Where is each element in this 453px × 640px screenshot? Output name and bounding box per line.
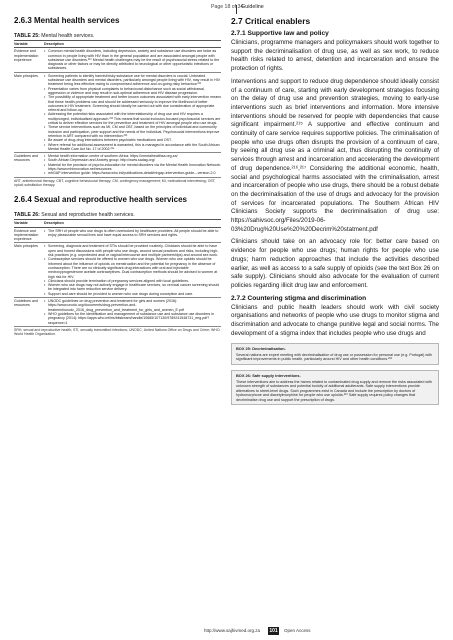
page-footer <box>14 627 439 636</box>
row-variable: Guidelines and resources <box>14 298 44 327</box>
table-25 <box>14 40 221 178</box>
row-description <box>44 298 221 327</box>
row-variable: Guidelines and resources <box>14 153 44 177</box>
bullet-item: • Where referral for additional assessment is warranted, this is managed in accordance with the South African Mental Health Care Act No. 17 of 2002.²¹⁴ <box>44 143 221 152</box>
bullet-item: • Presentation varies from physical complaints to behavioural disturbance such as social withdrawal, aggression or violence and may result in sub-optimal adherence and HIV disease progression. <box>44 87 221 96</box>
bullet-item: • Screening, diagnosis and treatment of STIs should be provided routinely. Clinicians should be able to have open and honest discussions with people who use drugs, around sexual practices and risks, including high-risk practices (e.g. unprotected anal or vaginal intercourse and multiple partnerships) and around sex work. <box>44 244 221 257</box>
bullet-item: • Support and care should be provided to women who use drugs during conception and care. <box>44 292 221 296</box>
bullet-item: • The possibility of appropriate treatment and better known outcomes associated with early intervention means that these health problems can and should be addressed seriously to improve the likelihood of better outcomes in HIV treatment. Screening should ideally be carried out with due consideration of appropriate referral and follow-up. <box>44 95 221 112</box>
table-row <box>14 48 221 72</box>
table-26-caption: TABLE 26: Sexual and reproductive health services. <box>14 212 135 219</box>
table-row <box>14 243 221 298</box>
section-title-critical-enablers: 2.7 Critical enablers <box>231 16 311 26</box>
subsection-title-law-policy: 2.7.1 Supportive law and policy <box>231 30 329 37</box>
table-header-variable: Variable <box>14 41 44 48</box>
section-label: Guideline <box>241 4 264 10</box>
bullet-list <box>44 299 221 325</box>
bullet-item: • Contraceptive services should be offered to women who use drugs. Women who use opioids should be informed about the influence of opioids on menstruation and the potential for pregnancy in the absence of contraception. There are no clinically significant drug interactions with oral and injectable medroxyprogesterone acetate contraceptives. Dual contraception methods should be advised to women at high risk for HIV. <box>44 257 221 278</box>
bullet-item: • UNODC guidelines on drug prevention and treatment for girls and women (2016): https://www.unodc.org/documents/drug-prevention-and-treatment/unodc_2016_drug_prevention_and_treatment_for_girls_and_women_E.pdf <box>44 299 221 312</box>
bullet-item: • Mental health information centre of southern Africa: https://mentalhealthsa.org.za/ <box>44 154 221 158</box>
bullet-list <box>44 244 221 296</box>
bullet-item: • Be aware of drug-drug interactions between psychiatric medications and OST. <box>44 138 221 142</box>
box-25 <box>231 343 439 365</box>
row-variable: Main principles <box>14 72 44 152</box>
table-header-description: Description <box>44 220 221 227</box>
subsection-title-stigma: 2.7.2 Countering stigma and discrimination <box>231 294 367 302</box>
table-25-caption: TABLE 25: Mental health services. <box>14 33 95 39</box>
paragraph: Clinicians should take on an advocacy role for: better care based on evidence for people who use drugs; human rights for people who use drugs; harm reduction approaches that include the activities described earlier, as well as access to a safe supply of opioids (see the text Box 26 on safe supply). Clinicians should also advocate for the evaluation of current policies regarding illicit drug law and enforcement. <box>231 238 439 289</box>
section-title-mental-health: 2.6.3 Mental health services <box>14 16 120 25</box>
box-body: These interventions aim to address the harms related to contaminated drug supply and remove the risks associated with unknown strength of substances and potential toxicity of additional adulterants. Safe supply interventions provide alternatives to street-level drugs. Such programmes exist in Canada and include the prescription by doctors of hydromorphone and diacetylmorphine for people who use opioids.²¹⁹ Safe supply requires policy changes that decriminalise drug use and support the prescription of drugs. <box>236 379 432 402</box>
bullet-item: • Women who use drugs may not actively engage in healthcare services, so cervical cancer screening should be integrated into harm reduction service delivery. <box>44 283 221 292</box>
table-row <box>14 298 221 327</box>
bullet-list <box>44 74 221 151</box>
bullet-list <box>44 49 221 70</box>
paragraph: Interventions and support to reduce drug dependence should ideally consist of a continuum of care, starting with early development strategies focusing on the delay of drug use and prevention strategies, moving to early-use interventions such as brief interventions and information. More intensive interventions should be reserved for people with dependencies that cause significant impairment.²¹⁵ A supportive and effective continuum and continuity of care service requires supportive policies. The criminalisation of people who use drugs often disrupts the provision of a continuum of care, by seeing all drug use as a criminal act, thus disrupting the continuity of services through arrest and incarceration and accelerating the development of drug dependence.²¹⁶,²¹⁷ Considering the additional economic, health, social and psychological harms associated with the criminalisation, arrest and incarceration of people who use drugs, there should be a robust debate on the decriminalisation of the use of drugs and advocacy for the provision of services for incarcerated populations. The Southern African HIV Clinicians Society supports the decriminalisation of drug use: https://sahivsoc.org/Files/2019-06-03%20Drug%20Use%20%20Decrim%20statment.pdf <box>231 77 439 233</box>
section-title-srh: 2.6.4 Sexual and reproductive health services <box>14 195 187 205</box>
bullet-item: • Common mental health disorders, including depression, anxiety and substance use disorders are twice as common in people living with HIV than in the general population and are associated amongst people with substance use disorders.²¹⁰ Mental health challenges may be the result of psychosocial stress related to the diagnosis or other factors or may be directly attributed to neurological or other opportunistic infections or substances. <box>44 49 221 70</box>
paragraph: Clinicians, programme managers and policymakers should work together to support the decriminalisation of drug use, as well as sex work, to reduce health risks related to arrest, detention and incarceration and ensure the protection of rights. <box>231 39 439 73</box>
bullet-item: • WHO guidelines for the identification and management of substance use and substance use disorders in pregnancy (2014): https://apps.who.int/iris/bitstream/handle/10665/107130/9789241548731_eng.pdf?sequence=1 <box>44 312 221 325</box>
box-title: BOX 25: Decriminalisation. <box>236 345 286 351</box>
row-variable: Main principles <box>14 243 44 298</box>
left-column <box>14 16 221 345</box>
open-access-label: Open Access <box>284 628 311 633</box>
page-label: Page 18 of 34 <box>211 4 244 10</box>
row-description <box>44 153 221 177</box>
table-26 <box>14 219 221 327</box>
page-header <box>14 4 439 16</box>
bullet-item: • Material for the provision of psycho-education for mental disorders via the Mental Health Innovation Network: https://www.mhinnovation.net/resources <box>44 163 221 172</box>
bullet-item: • The SRH of people who use drugs is often overlooked by healthcare providers. All people should be able to enjoy pleasurable sexual lives and have equal access to SRH services and rights. <box>44 229 221 238</box>
right-column <box>231 16 439 410</box>
bullet-list <box>44 229 221 238</box>
row-variable: Evidence and implementation experience <box>14 48 44 72</box>
bullet-item: • Addressing the potential risks associated with the interrelationship of drug use and HIV requires a multipronged, individualised approach.²¹² This means that social inclusion-focused psychosocial services are critical to deliver effective services for the prevention and treatment of HIV amongst people who use drugs. <box>44 112 221 125</box>
box-26 <box>231 370 439 406</box>
row-description <box>44 48 221 72</box>
table-row <box>14 72 221 152</box>
box-body: Several nations are expert meeting with decriminalisation of drug use or possession for personal use (e.g. Portugal) with significant improvements in public health, particularly around HIV and other health conditions.²¹⁸ <box>236 352 432 361</box>
row-description <box>44 227 221 243</box>
table-header-variable: Variable <box>14 220 44 227</box>
table-26-footnote: SRH, sexual and reproductive health; STI, sexually transmitted infections; UNODC, United Nations Office on Drugs and Crime; WHO, World Health Organization. <box>14 328 221 337</box>
paragraph: Clinicians and public health leaders should work with civil society organisations and networks of people who use drugs to monitor stigma and discrimination and advocate to change punitive legal and social norms. The development of a stigma index that includes people who use drugs and <box>231 303 439 337</box>
bullet-item: • Clinicians should provide termination of pregnancy services aligned with local guidelines. <box>44 279 221 283</box>
bullet-item: • Screening patients to identify harmful/risky substance use for mental disorders is crucial. Untreated substance use disorders and mental disorders, particularly amongst people living with HIV, may result in HIV treatment being less effective owing to compromised adherence and on-going risky behaviour.²¹¹ <box>44 74 221 87</box>
bullet-item: • These service interventions such as MI, CM and CBT, based on the principles of individual and community inclusion and participation, peer support and the needs of the individual. Psychosocial interventions improve retention in ART compared with no intervention.²¹³ <box>44 125 221 138</box>
header-divider <box>236 5 237 14</box>
bullet-item: • mhGAP intervention guide: https://www.who.int/publications-detail/mhgap-intervention-guide---version-2.0 <box>44 171 221 175</box>
table-row <box>14 153 221 177</box>
row-description <box>44 243 221 298</box>
row-description <box>44 72 221 152</box>
journal-url[interactable]: http://www.sajhivmed.org.za <box>204 628 261 633</box>
box-title: BOX 26: Safe supply interventions. <box>236 372 301 378</box>
bullet-item: • South African Depression and Anxiety group: http://www.sadag.org/ <box>44 158 221 162</box>
row-variable: Evidence and implementation experience <box>14 227 44 243</box>
table-header-description: Description <box>44 41 221 48</box>
table-25-footnote: ART, antiretroviral therapy; CBT, cognitive behavioural therapy; CM, contingency management; MI, motivational interviewing; OST, opioid substitution therapy. <box>14 179 216 188</box>
table-row <box>14 227 221 243</box>
page-number: 101 <box>269 628 278 634</box>
bullet-list <box>44 154 221 175</box>
